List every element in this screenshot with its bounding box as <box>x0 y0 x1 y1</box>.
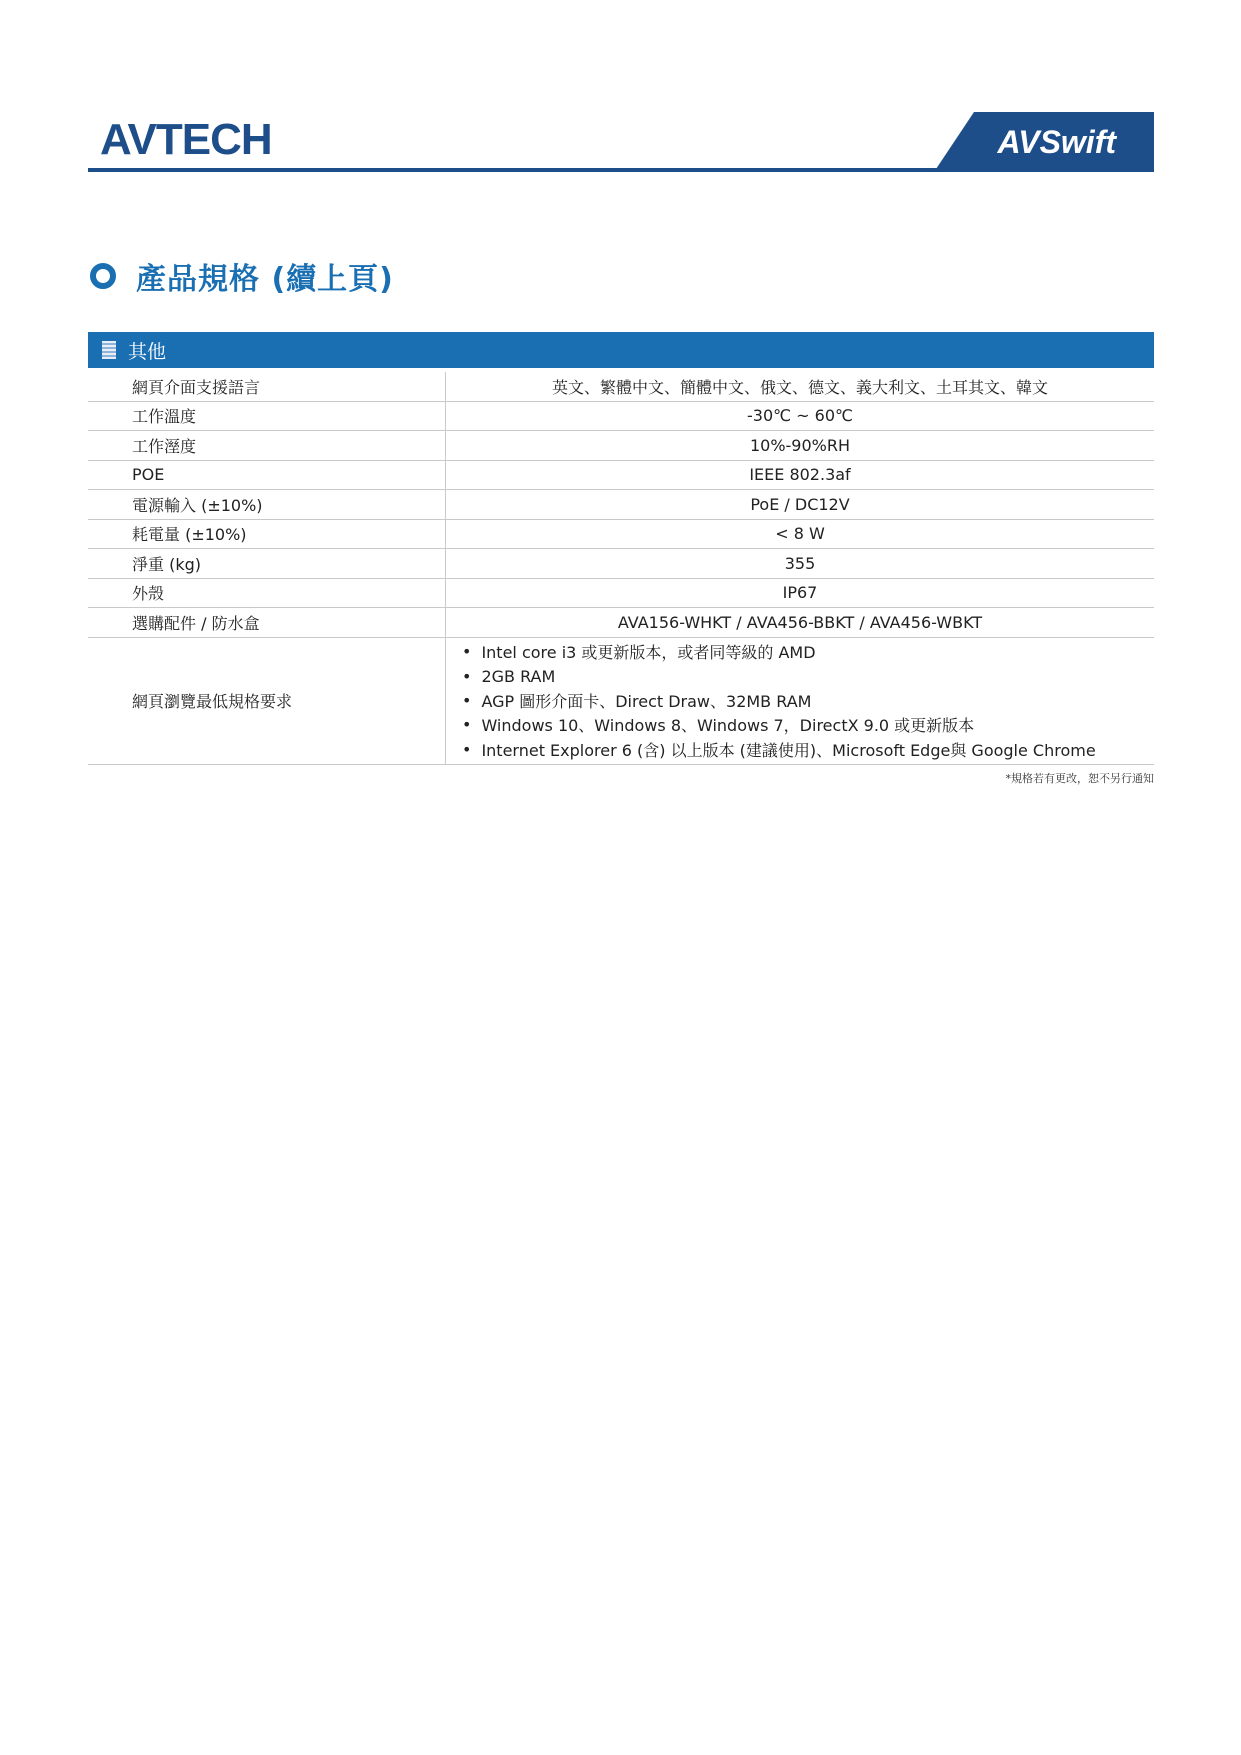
spec-row-temperature <box>88 402 1154 432</box>
spec-row-accessories <box>88 608 1154 638</box>
section-title <box>90 256 394 296</box>
list-item: • 2GB RAM <box>462 664 1096 688</box>
spec-label: 選購配件 / 防水盒 <box>88 608 446 637</box>
spec-table <box>88 332 1154 765</box>
spec-value: -30℃ ~ 60℃ <box>746 406 853 426</box>
spec-value <box>446 638 1154 764</box>
avswift-logo: AVSwift <box>997 124 1116 160</box>
spec-label: POE <box>88 461 446 490</box>
avtech-logo: AVTECH <box>100 115 272 164</box>
spec-value: 355 <box>784 553 816 573</box>
spec-label: 工作溼度 <box>88 431 446 460</box>
spec-label: 電源輸入 (±10%) <box>88 490 446 519</box>
spec-label: 網頁瀏覽最低規格要求 <box>88 638 446 764</box>
spec-row-power-consumption <box>88 520 1154 550</box>
spec-row-humidity <box>88 431 1154 461</box>
spec-row-browser-requirements <box>88 638 1154 765</box>
spec-row-power-input <box>88 490 1154 520</box>
list-item: • Internet Explorer 6 (含) 以上版本 (建議使用)、Microsoft Edge與 Google Chrome <box>462 737 1096 761</box>
spec-group-header <box>88 332 1154 368</box>
page-header <box>88 112 1154 172</box>
spec-value: IP67 <box>782 583 818 603</box>
spec-row-weight <box>88 549 1154 579</box>
spec-row-poe <box>88 461 1154 491</box>
spec-label: 工作溫度 <box>88 402 446 431</box>
spec-rows <box>88 368 1154 765</box>
spec-label: 耗電量 (±10%) <box>88 520 446 549</box>
spec-label: 網頁介面支援語言 <box>88 372 446 401</box>
circle-bullet-icon <box>90 263 116 289</box>
spec-row-housing <box>88 579 1154 609</box>
spec-value: < 8 W <box>775 524 825 544</box>
list-item: • Intel core i3 或更新版本，或者同等級的 AMD <box>462 640 1096 664</box>
spec-value: AVA156-WHKT / AVA456-BBKT / AVA456-WBKT <box>617 612 983 632</box>
spec-value: PoE / DC12V <box>750 494 850 514</box>
footnote: *規格若有更改，恕不另行通知 <box>1005 772 1154 785</box>
list-item: • AGP 圖形介面卡、Direct Draw、32MB RAM <box>462 688 1096 712</box>
spec-value: 英文、繁體中文、簡體中文、俄文、德文、義大利文、土耳其文、韓文 <box>551 377 1048 397</box>
spec-value: IEEE 802.3af <box>749 465 851 485</box>
spec-label: 淨重 (kg) <box>88 549 446 578</box>
section-title-text: 產品規格 (續上頁) <box>136 262 394 297</box>
spec-label: 外殼 <box>88 579 446 608</box>
striped-square-icon <box>102 341 116 359</box>
spec-row-language <box>88 372 1154 402</box>
requirements-list <box>446 640 1096 762</box>
list-item: • Windows 10、Windows 8、Windows 7，DirectX 9.0 或更新版本 <box>462 713 1096 737</box>
spec-group-title: 其他 <box>128 340 167 363</box>
spec-value: 10%-90%RH <box>749 435 851 455</box>
